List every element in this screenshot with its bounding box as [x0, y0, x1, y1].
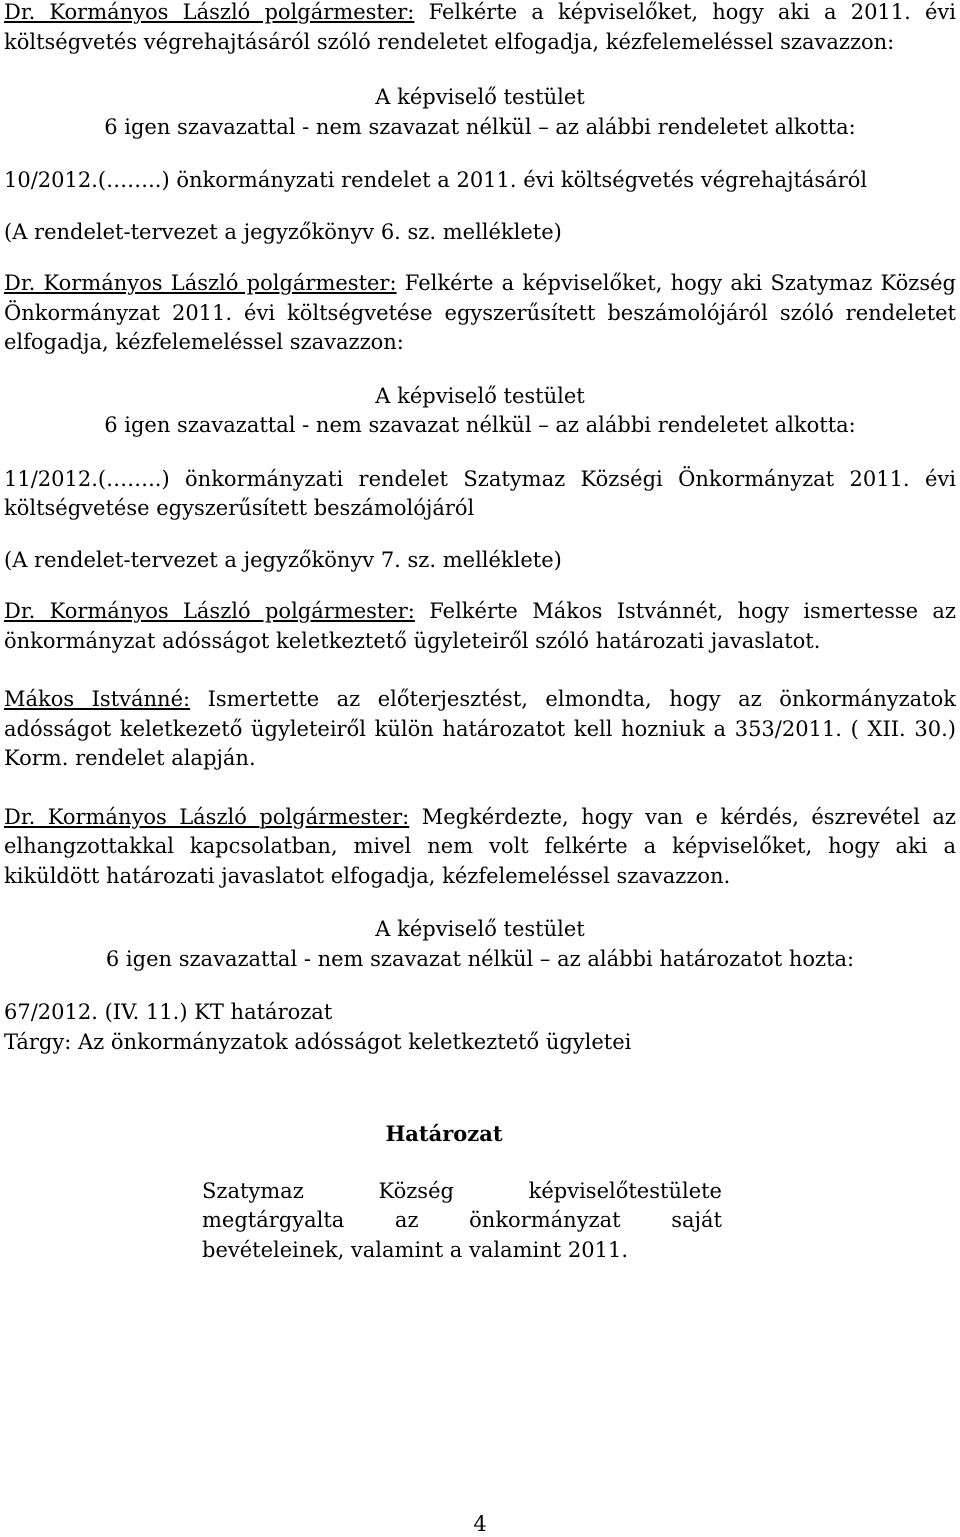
vote-body: A képviselő testület: [375, 917, 585, 941]
decree-title: 10/2012.(……..) önkormányzati rendelet a 2011. évi költségvetés végrehajtásáról: [4, 168, 868, 192]
speaker-mayor: Dr. Kormányos László polgármester:: [4, 599, 415, 623]
vote-result: 6 igen szavazattal - nem szavazat nélkül – az alábbi rendeletet alkotta:: [104, 114, 856, 139]
paragraph-1: [4, 0, 956, 57]
page-number: 4: [473, 1512, 487, 1536]
decree-annex: (A rendelet-tervezet a jegyzőkönyv 6. sz. melléklete): [4, 219, 562, 244]
resolution-heading: Határozat: [385, 1121, 503, 1146]
vote-result: 6 igen szavazattal - nem szavazat nélkül – az alábbi határozatot hozta:: [105, 946, 855, 971]
decree-annex: (A rendelet-tervezet a jegyzőkönyv 7. sz. melléklete): [4, 547, 562, 572]
vote-body: A képviselő testület: [375, 383, 585, 408]
paragraph-5: [4, 803, 956, 892]
paragraph-4: [4, 685, 956, 774]
decree-title: 11/2012.(……..) önkormányzati rendelet Szatymaz Községi Önkormányzat 2011. évi költségvetése egyszerűsített beszámolójáról: [4, 466, 956, 520]
paragraph-text: Megkérdezte, hogy van e kérdés, észrevétel az elhangzottakkal kapcsolatban, mivel nem volt felkérte a képviselőket, hogy aki a kiküldött határozati javaslatot elfogadja, kézfelemeléssel szavazzon.: [4, 804, 956, 888]
paragraph-3: [4, 597, 956, 656]
speaker-mayor: Dr. Kormányos László polgármester:: [4, 271, 397, 295]
speaker-mayor: Dr. Kormányos László polgármester:: [4, 0, 415, 24]
paragraph-2: [4, 269, 956, 358]
speaker-makos: Mákos Istvánné:: [4, 687, 191, 711]
paragraph-text: Felkérte a képviselőket, hogy aki a 2011. évi költségvetés végrehajtásáról szóló rendeletet elfogadja, kézfelemeléssel szavazzon:: [4, 0, 957, 54]
resolution-body: Szatymaz Község képviselőtestülete megtárgyalta az önkormányzat saját bevételeinek, valamint a valamint 2011.: [202, 1178, 722, 1262]
speaker-mayor: Dr. Kormányos László polgármester:: [4, 804, 410, 829]
vote-body: A képviselő testület: [375, 85, 585, 109]
paragraph-text: Ismertette az előterjesztést, elmondta, hogy az önkormányzatok adósságot keletkezető ügyleteiről külön határozatot kell hozniuk a 353/2011. ( XII. 30.) Korm. rendelet alapján.: [4, 687, 956, 770]
resolution-number: 67/2012. (IV. 11.) KT határozat: [4, 1000, 333, 1024]
paragraph-text: Felkérte a képviselőket, hogy aki Szatymaz Község Önkormányzat 2011. évi költségvetése egyszerűsített beszámolójáról szóló rendeletet elfogadja, kézfelemeléssel szavazzon:: [4, 271, 956, 354]
vote-result: 6 igen szavazattal - nem szavazat nélkül – az alábbi rendeletet alkotta:: [104, 413, 856, 437]
paragraph-text: Felkérte Mákos Istvánnét, hogy ismertesse az önkormányzat adósságot keletkeztető ügyleteiről szóló határozati javaslatot.: [4, 599, 956, 653]
resolution-subject: Tárgy: Az önkormányzatok adósságot keletkeztető ügyletei: [4, 1029, 632, 1054]
document-page: [4, 0, 956, 1265]
